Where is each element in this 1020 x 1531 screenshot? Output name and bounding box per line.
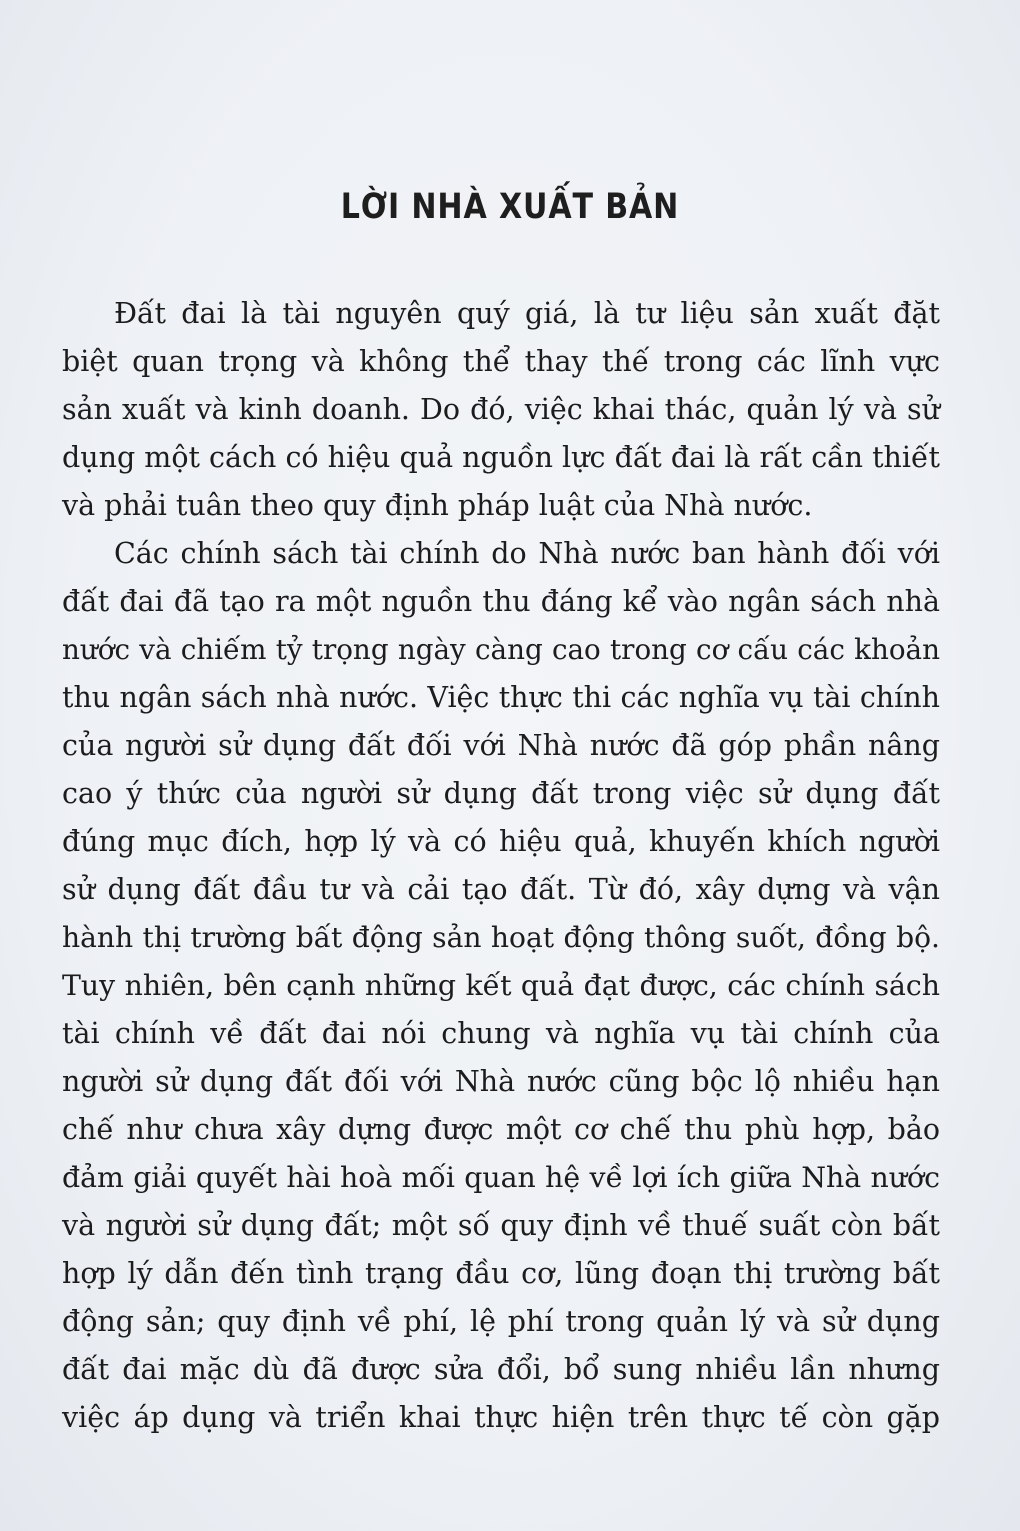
text-line: thu ngân sách nhà nước. Việc thực thi các nghĩa vụ tài chính [62, 681, 940, 714]
text-line: dụng một cách có hiệu quả nguồn lực đất đai là rất cần thiết [62, 441, 940, 474]
text-line: Đất đai là tài nguyên quý giá, là tư liệu sản xuất đặt [114, 297, 940, 330]
text-line: đảm giải quyết hài hoà mối quan hệ về lợi ích giữa Nhà nước [62, 1161, 940, 1194]
text-line: người sử dụng đất đối với Nhà nước cũng bộc lộ nhiều hạn [62, 1065, 940, 1098]
text-line: đúng mục đích, hợp lý và có hiệu quả, khuyến khích người [62, 825, 940, 858]
text-line: của người sử dụng đất đối với Nhà nước đã góp phần nâng [62, 729, 940, 762]
text-line: nước và chiếm tỷ trọng ngày càng cao trong cơ cấu các khoản [62, 633, 940, 666]
text-line: biệt quan trọng và không thể thay thế trong các lĩnh vực [62, 345, 940, 378]
page-title: LỜI NHÀ XUẤT BẢN [340, 187, 680, 227]
text-line: việc áp dụng và triển khai thực hiện trên thực tế còn gặp [62, 1401, 940, 1434]
text-line: hợp lý dẫn đến tình trạng đầu cơ, lũng đoạn thị trường bất [62, 1257, 940, 1290]
text-line: đất đai mặc dù đã được sửa đổi, bổ sung nhiều lần nhưng [62, 1353, 940, 1386]
body-text [62, 290, 940, 1442]
text-line: và phải tuân theo quy định pháp luật của Nhà nước. [62, 489, 813, 522]
text-line: hành thị trường bất động sản hoạt động thông suốt, đồng bộ. [62, 921, 940, 954]
text-line: và người sử dụng đất; một số quy định về thuế suất còn bất [62, 1209, 940, 1242]
text-line: sản xuất và kinh doanh. Do đó, việc khai thác, quản lý và sử [62, 393, 940, 426]
text-line: cao ý thức của người sử dụng đất trong việc sử dụng đất [62, 777, 940, 810]
text-line: tài chính về đất đai nói chung và nghĩa vụ tài chính của [62, 1017, 940, 1050]
text-line: đất đai đã tạo ra một nguồn thu đáng kể vào ngân sách nhà [62, 585, 940, 618]
text-line: sử dụng đất đầu tư và cải tạo đất. Từ đó, xây dựng và vận [62, 873, 940, 906]
text-line: Các chính sách tài chính do Nhà nước ban hành đối với [114, 537, 940, 570]
text-line: động sản; quy định về phí, lệ phí trong quản lý và sử dụng [62, 1305, 940, 1338]
text-line: chế như chưa xây dựng được một cơ chế thu phù hợp, bảo [62, 1113, 940, 1146]
text-line: Tuy nhiên, bên cạnh những kết quả đạt được, các chính sách [62, 969, 940, 1002]
